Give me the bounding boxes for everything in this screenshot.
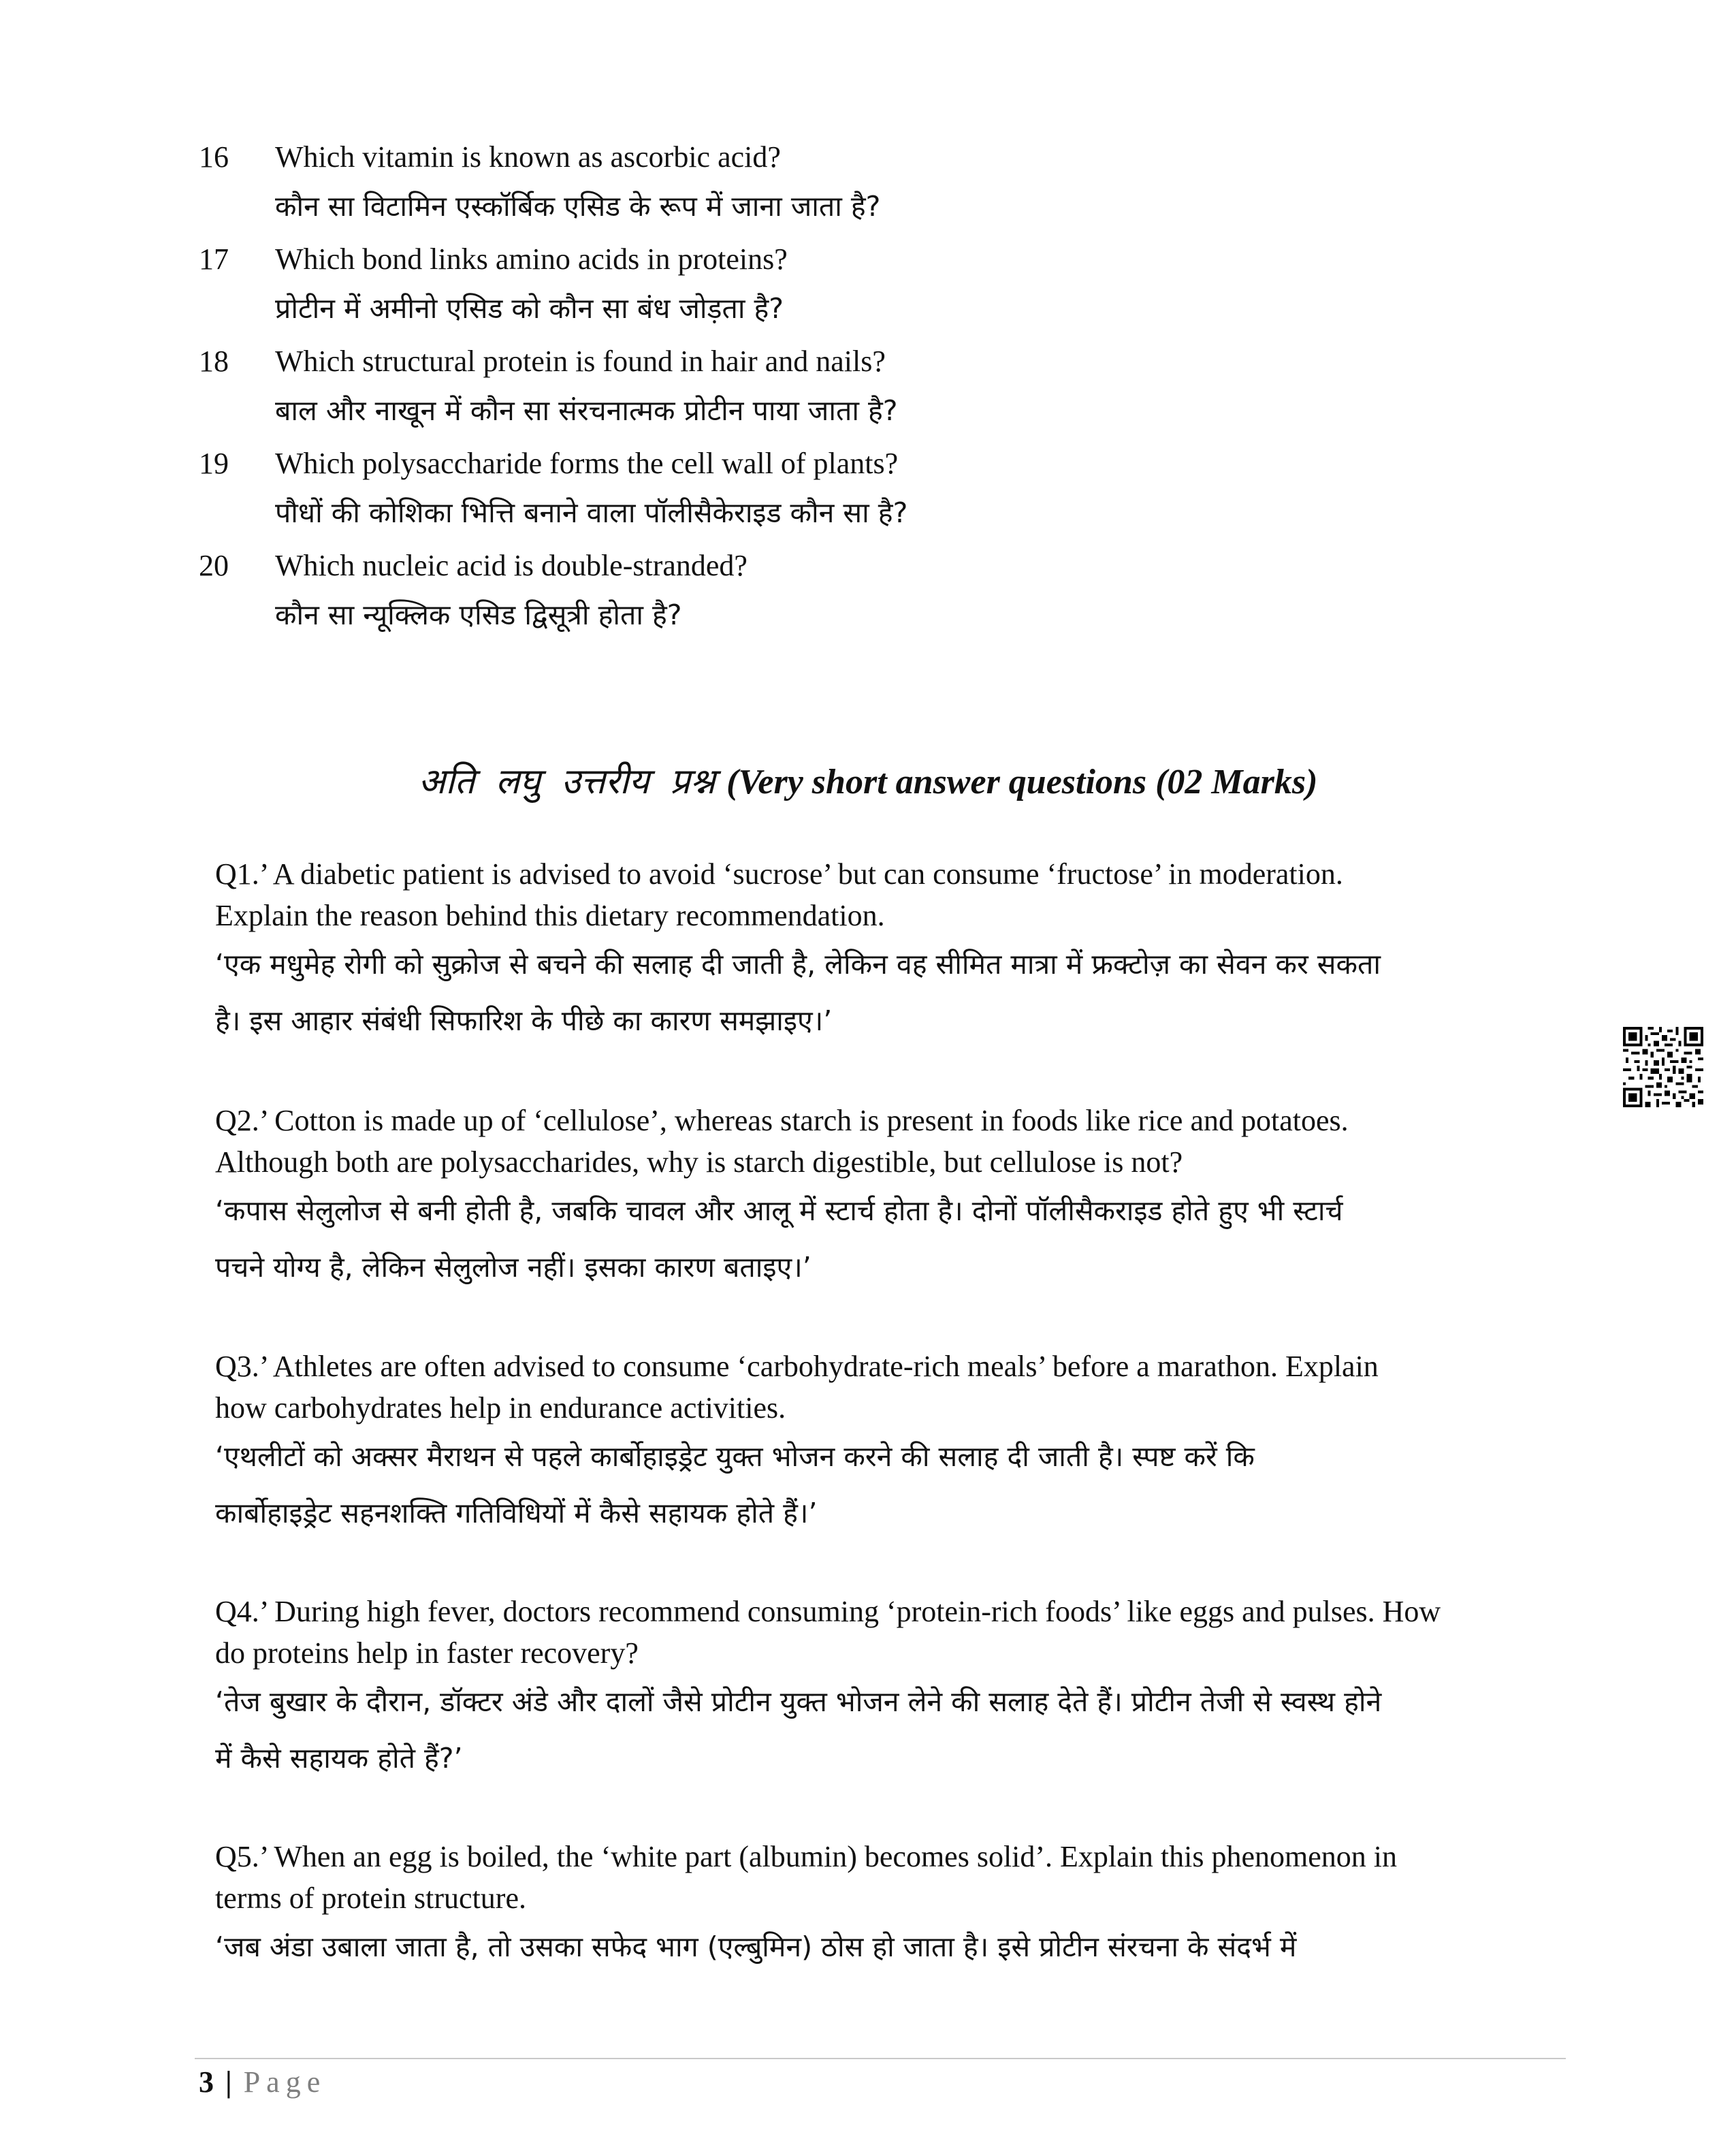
question-number: 19 (199, 447, 229, 480)
question-english: Which vitamin is known as ascorbic acid? (275, 140, 781, 174)
question-english-line: Q2.’ Cotton is made up of ‘cellulose’, whereas starch is present in foods like rice and potatoes. (215, 1104, 1349, 1137)
short-question-q3 (215, 1346, 1563, 1542)
page-number: 3 (199, 2065, 214, 2099)
question-item (199, 440, 1492, 542)
question-english: Which bond links amino acids in proteins? (275, 242, 788, 276)
short-question-q1 (215, 853, 1563, 1049)
question-english: Which structural protein is found in hair and nails? (275, 345, 886, 378)
question-hindi-line: ‘जब अंडा उबाला जाता है, तो उसका सफेद भाग (एल्बुमिन) ठोस हो जाता है। इसे प्रोटीन संरचना के संदर्भ में (215, 1930, 1297, 1963)
question-english: Which nucleic acid is double-stranded? (275, 549, 748, 582)
question-hindi-line: में कैसे सहायक होते हैं?’ (215, 1742, 463, 1775)
question-english-line: Although both are polysaccharides, why is starch digestible, but cellulose is not? (215, 1145, 1183, 1179)
question-number: 17 (199, 242, 229, 276)
question-item (199, 338, 1492, 440)
question-item (199, 236, 1492, 338)
question-english: Which polysaccharide forms the cell wall of plants? (275, 447, 899, 480)
question-hindi-line: ‘तेज बुखार के दौरान, डॉक्टर अंडे और दालों जैसे प्रोटीन युक्त भोजन लेने की सलाह देते हैं। प्रोटीन तेजी से स्वस्थ होने (215, 1685, 1382, 1718)
question-english-line: do proteins help in faster recovery? (215, 1636, 639, 1670)
question-hindi-line: ‘एक मधुमेह रोगी को सुक्रोज से बचने की सलाह दी जाती है, लेकिन वह सीमित मात्रा में फ्रक्टोज़ का सेवन कर सकता (215, 948, 1381, 981)
question-number: 18 (199, 345, 229, 378)
short-question-q2 (215, 1100, 1563, 1296)
question-english-line: Q1.’ A diabetic patient is advised to avoid ‘sucrose’ but can consume ‘fructose’ in moderation. (215, 857, 1343, 891)
qr-code-icon (1623, 1027, 1703, 1107)
question-english-line: Q5.’ When an egg is boiled, the ‘white part (albumin) becomes solid’. Explain this phenomenon in (215, 1840, 1397, 1873)
page-footer (199, 2062, 326, 2103)
question-item (199, 133, 1492, 236)
question-hindi: कौन सा न्यूक्लिक एसिड द्विसूत्री होता है? (275, 599, 682, 631)
section-heading (0, 754, 1736, 810)
numbered-question-list (199, 133, 1492, 644)
section-heading-english: (Very short answer questions (02 Marks) (726, 763, 1318, 801)
footer-divider (195, 2058, 1566, 2059)
question-hindi-line: पचने योग्य है, लेकिन सेलुलोज नहीं। इसका कारण बताइए।’ (215, 1251, 811, 1284)
footer-separator: | (225, 2065, 232, 2099)
question-item (199, 542, 1492, 644)
short-question-q5 (215, 1836, 1563, 1975)
question-english-line: Q3.’ Athletes are often advised to consume ‘carbohydrate-rich meals’ before a marathon. Explain (215, 1350, 1379, 1383)
question-english-line: how carbohydrates help in endurance activities. (215, 1391, 786, 1425)
question-number: 16 (199, 140, 229, 174)
short-question-q4 (215, 1591, 1563, 1787)
question-hindi: बाल और नाखून में कौन सा संरचनात्मक प्रोटीन पाया जाता है? (275, 394, 898, 427)
question-hindi: प्रोटीन में अमीनो एसिड को कौन सा बंध जोड़ता है? (275, 292, 784, 325)
question-hindi-line: ‘एथलीटों को अक्सर मैराथन से पहले कार्बोहाइड्रेट युक्त भोजन करने की सलाह दी जाती है। स्पष्ट करें कि (215, 1440, 1255, 1473)
question-hindi: कौन सा विटामिन एस्कॉर्बिक एसिड के रूप में जाना जाता है? (275, 190, 881, 223)
question-hindi-line: है। इस आहार संबंधी सिफारिश के पीछे का कारण समझाइए।’ (215, 1004, 833, 1037)
question-hindi: पौधों की कोशिका भित्ति बनाने वाला पॉलीसैकेराइड कौन सा है? (275, 496, 908, 529)
question-english-line: Q4.’ During high fever, doctors recommend consuming ‘protein-rich foods’ like eggs and pulses. How (215, 1595, 1441, 1628)
question-hindi-line: ‘कपास सेलुलोज से बनी होती है, जबकि चावल और आलू में स्टार्च होता है। दोनों पॉलीसैकराइड होते हुए भी स्टार्च (215, 1194, 1343, 1227)
question-english-line: Explain the reason behind this dietary recommendation. (215, 899, 885, 932)
question-number: 20 (199, 549, 229, 582)
footer-page-label: Page (243, 2065, 327, 2099)
question-hindi-line: कार्बोहाइड्रेट सहनशक्ति गतिविधियों में कैसे सहायक होते हैं।’ (215, 1497, 818, 1529)
section-heading-hindi: अति लघु उत्तरीय प्रश्न (418, 761, 716, 802)
question-english-line: terms of protein structure. (215, 1881, 526, 1915)
